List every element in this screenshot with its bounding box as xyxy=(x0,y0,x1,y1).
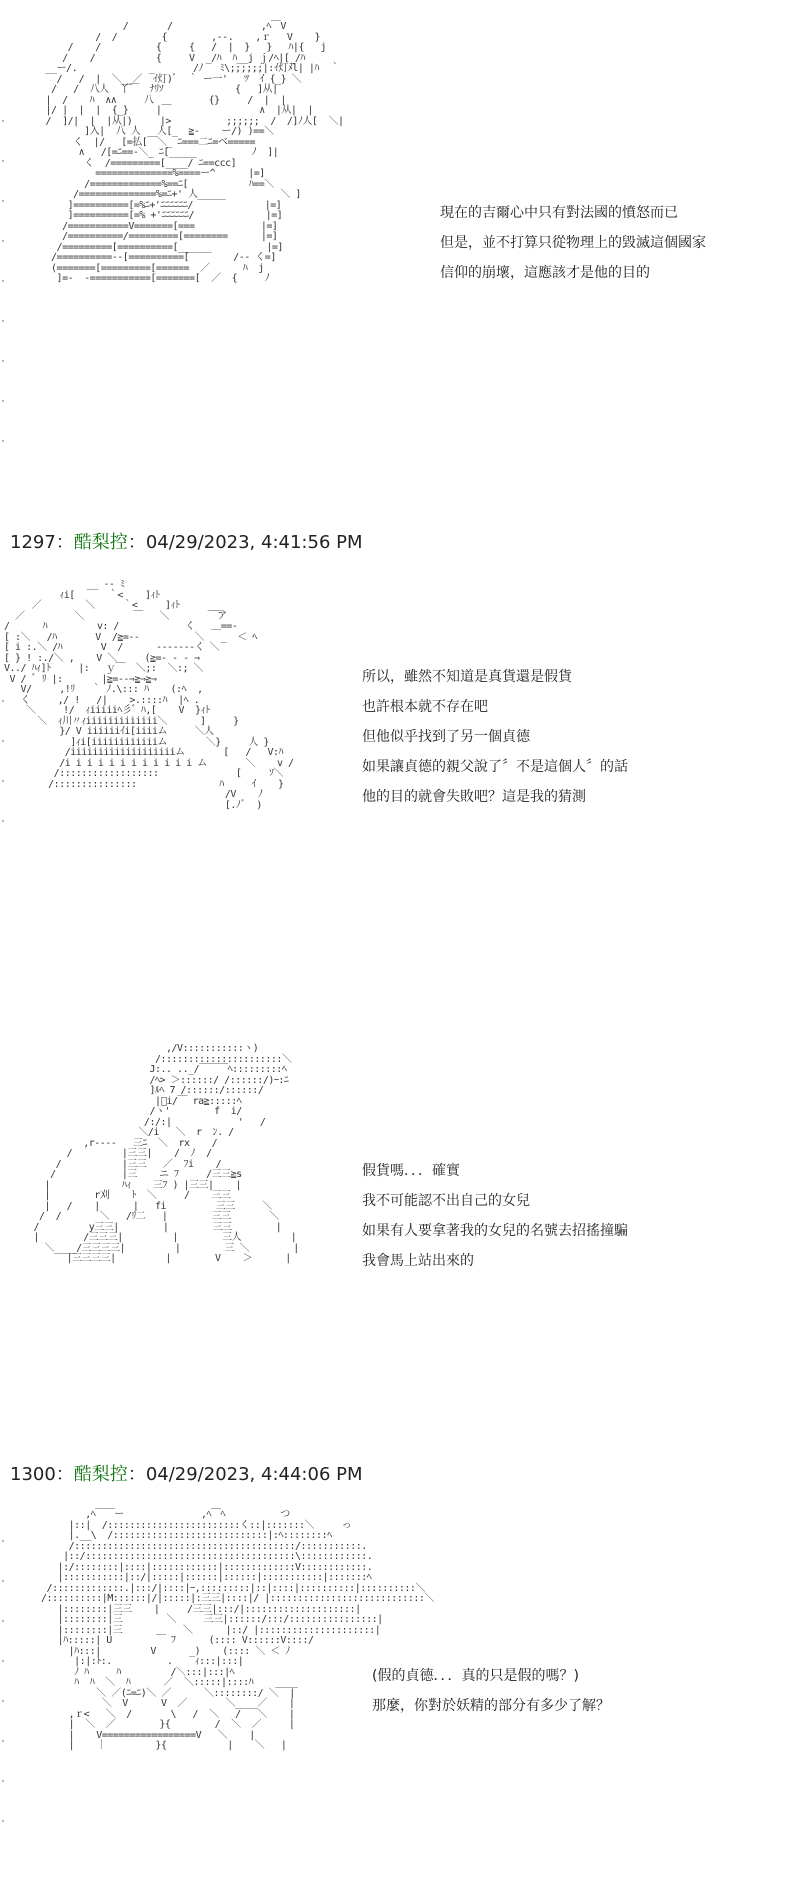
panel-1 xyxy=(0,0,800,470)
dialogue-line: 我會馬上站出來的 xyxy=(362,1253,474,1269)
dialogue-line: 我不可能認不出自己的女兒 xyxy=(362,1193,530,1209)
dialogue-line: 信仰的崩壞，這應該才是他的目的 xyxy=(440,265,650,281)
ascii-art-gilles: / / ,ﾍ￣V / / { ,--. ,ｒ V } / / { { / | } } ﾊ|{ j / / { V _/ﾊ ﾊ__j ｊ/ﾍ|[_/ﾊ __ー/. _ /ﾉ ﾐ\;;;;;;|:ｲ灯ﾒl| |ﾊ ｀ / / | ＼__／ ｲ灯)ﾞ ｀ ー一' ﾂ ｲ {_} ＼ / / 八人 丫￣ ﾅﾘｿ { ]从| | / ﾊ ∧∧ 八 {} / | | |/ | | | {_} |￣ ∧ |从| | / ]/| | |从|) |> ;;;;;; / /]ﾉ人[ ＼| ]入| 八 人 人[_ ≧- ー/) )==＼ く |/ [=払[￣＼_ ﾆ===二ﾆ=ベ===== ∧ /[=ﾆ==-＼_ ﾆ[_____ ﾉ ]| く /=========[____/ ﾆ==ccc] ==============%====ー^ |=] /=============%==ﾆ[ ﾊ==＼ /==============%=ﾆ+' 人_____ ＼ ] ]==========[=%ﾆ+'ﾆﾆﾆﾆﾆﾆ/ |=] ]==========[=% +'ﾆﾆﾆﾆﾆﾆ/ |=] /===========V=======[=== |=] /==========/=========[======== |=] /=========[==========[______ |=] /==========--[==========[ /-- く=] (=======[=========[====== ／ ﾊ j ]=- -===========[=======[ ／ { ﾉ xyxy=(45,21,344,284)
dialogue-block-1 xyxy=(440,198,706,288)
post-separator: ： xyxy=(127,532,146,553)
panel-4 xyxy=(0,1510,800,1894)
panel-3 xyxy=(0,1040,800,1440)
post-number: 1300 xyxy=(10,1464,56,1485)
dialogue-line: 他的目的就會失敗吧？這是我的猜測 xyxy=(362,789,586,805)
dialogue-block-4 xyxy=(372,1661,610,1721)
post-separator: ： xyxy=(127,1464,146,1485)
dialogue-line: 那麼，你對於妖精的部分有多少了解？ xyxy=(372,1698,610,1714)
post-separator: ： xyxy=(55,532,74,553)
dialogue-line: 假貨嗎．．．確實 xyxy=(362,1163,460,1179)
dialogue-line: 也許根本就不存在吧 xyxy=(362,699,488,715)
dialogue-line: 現在的吉爾心中只有對法國的憤怒而已 xyxy=(440,205,678,221)
post-author[interactable]: 酷梨控 xyxy=(73,1464,128,1485)
dialogue-line: 但他似乎找到了另一個貞德 xyxy=(362,729,530,745)
dialogue-block-3 xyxy=(362,1156,628,1276)
ascii-art-narrator: __ -- ﾐ ｨi[ ｀< ]ｨﾄ ／ ＼ ｀< ]ｨﾄ __ ／ ＼ ￣ ＼ ￣ア / ﾊ v: / く ＿==- [ :＼ /ﾊ V /≧=-- ＼ _ ＜ ﾍ [ i :.＼ /ﾊ V / -------く ＼ [ } ! :./＼ , V ＼ (≧=- - - ⇒ V../ ﾊｨ]ﾄ |: ｙ￣ ＼;: ＼:; ＼ V / ﾞ ﾘ |: |≧=--⇒≧⇒≧⇒ V/ ,!ﾘ ｀ ﾉ.\::: ﾊ (:ﾍ , く ,/ ! /| >.::::ﾊ |ﾍ . ＼ !/ ｨiiiiiﾍ彡゛ﾊ,[ V }ｨﾄ ＼ ｨ川〃ｨiiiiiiiiiiiii＼ ] } }/ V iiiiiiｲi[iiiiム ＼人 ]ｨi[iiiiiiiiiiiiム ＼} 人 } /iiiiiiiiiiiiiiiiiiiム [ / V:ﾊ /i i i i i i i i i i i i ム ＼ v / /:::::::::::::::::: [ ｿ＼ /::::::::::::::: ﾊ ｲ } /V ﾉ [.ﾉﾞ ) xyxy=(4,579,294,811)
ascii-art-father: ,/V:::::::::::ヽ) /::::::::::::::::::::::＼ J:.. .._/￣￣￣ﾍ:::::::::ﾍ /ﾍ> ＞::::::/ /::::::/)ｰ:ﾆ ]ﾙﾍ 7 /::::::/::::::/ |ﾞi/￣ ra≧:::::ﾍ /ヽ' f i/ /:/:| ' / ＼/i ＼ r ﾝ. / ,r---- 三ﾆ ＼ rx / / |三三| / ﾉ / / |三三 ／ ﾌi / / |三 ニ ﾌ /三三≧s | ﾊｨ 三ﾌ ) |三三| | | r刈 ﾄ ＼ / 三三 | / | | fi 三三 ＼ / / ＼ /ﾘ二 | 三三 ＼ / y三三| | 三三 | | /三三三| | 三人 | ＼____/三三三三| | 三 ＼ | |三三三三| | V ＞ | xyxy=(33,1043,299,1264)
panel-2 xyxy=(0,580,800,1010)
post-number: 1297 xyxy=(10,532,56,553)
post-header-1297 xyxy=(10,528,363,554)
post-author[interactable]: 酷梨控 xyxy=(73,532,128,553)
ascii-art-narrator-2: ,ﾍ￣￣ー ,ﾍ￣ﾍ つ |::| /::::::::::::::::::::::::く::|:::::::＼ っ |.__\ /::::::::::::::::::::::::::::|:ﾍ::::::::ﾍ /::::::::::::::::::::::::::::::::::::::::/:::::::::::. |::/::::::::::::::::::::::::::::::::::::::\::::::::::::. |:/::::::::|::::|::::::::::::|:::::::::::::V::::::::::::. |:::::::::::|::/|:::::|::::::|::::::|:::::::::::|:::::::ﾍ /:::::::::::::.|:::/|::::|ｰ,:::::::::|::|::::|::::::::::|::::::::::＼ /::::::::::|M::::::|/|:::::|:三三|::::|/ |::::::::::::::::::::::::::::＼ |::::::::|三三 | /三三|:::/|::::::::::::::::::::| |::::::::|三 ＼ 三三|::::::/:::/::::::::::::::::| |::::::::|三 ＼ |::/ |:::::::::::::::::::::| |ﾊ:::::| U ￣ ﾌ (:::: V::::::V::::/ |ﾊ:::| V _) (:::: ＼ ＜ ﾉ |:|:ﾄ:. . ｨ:::|:::| ﾉ ﾊ ﾊ /＼:::|:::|ﾍ ﾊ ﾊ ＼ ﾊ ／ ＼:::::|::::ﾊ ____ ＼ ／(ﾆ=ﾆ)＼ ／ ＼::::::::/ ＼ | ＼ V V ／ ＼____／ | ,ｒ< ＼ / \ / ＼ / ＼ | | ＼ ／ }{ / ＼ ／ | | V=================V ＼ | | ｜ }{ | ＼ | xyxy=(41,1509,434,1751)
post-separator: ： xyxy=(55,1464,74,1485)
dialogue-line: (假的貞德．．．真的只是假的嗎？) xyxy=(372,1668,579,1684)
dialogue-block-2 xyxy=(362,662,628,812)
post-timestamp: 04/29/2023, 4:41:56 PM xyxy=(145,532,363,553)
dialogue-line: 如果有人要拿著我的女兒的名號去招搖撞騙 xyxy=(362,1223,628,1239)
dialogue-line: 如果讓貞德的親父說了〞不是這個人〞的話 xyxy=(362,759,628,775)
post-timestamp: 04/29/2023, 4:44:06 PM xyxy=(145,1464,363,1485)
dialogue-line: 所以，雖然不知道是真貨還是假貨 xyxy=(362,669,572,685)
post-header-1300 xyxy=(10,1460,363,1486)
dialogue-line: 但是，並不打算只從物理上的毀滅這個國家 xyxy=(440,235,706,251)
